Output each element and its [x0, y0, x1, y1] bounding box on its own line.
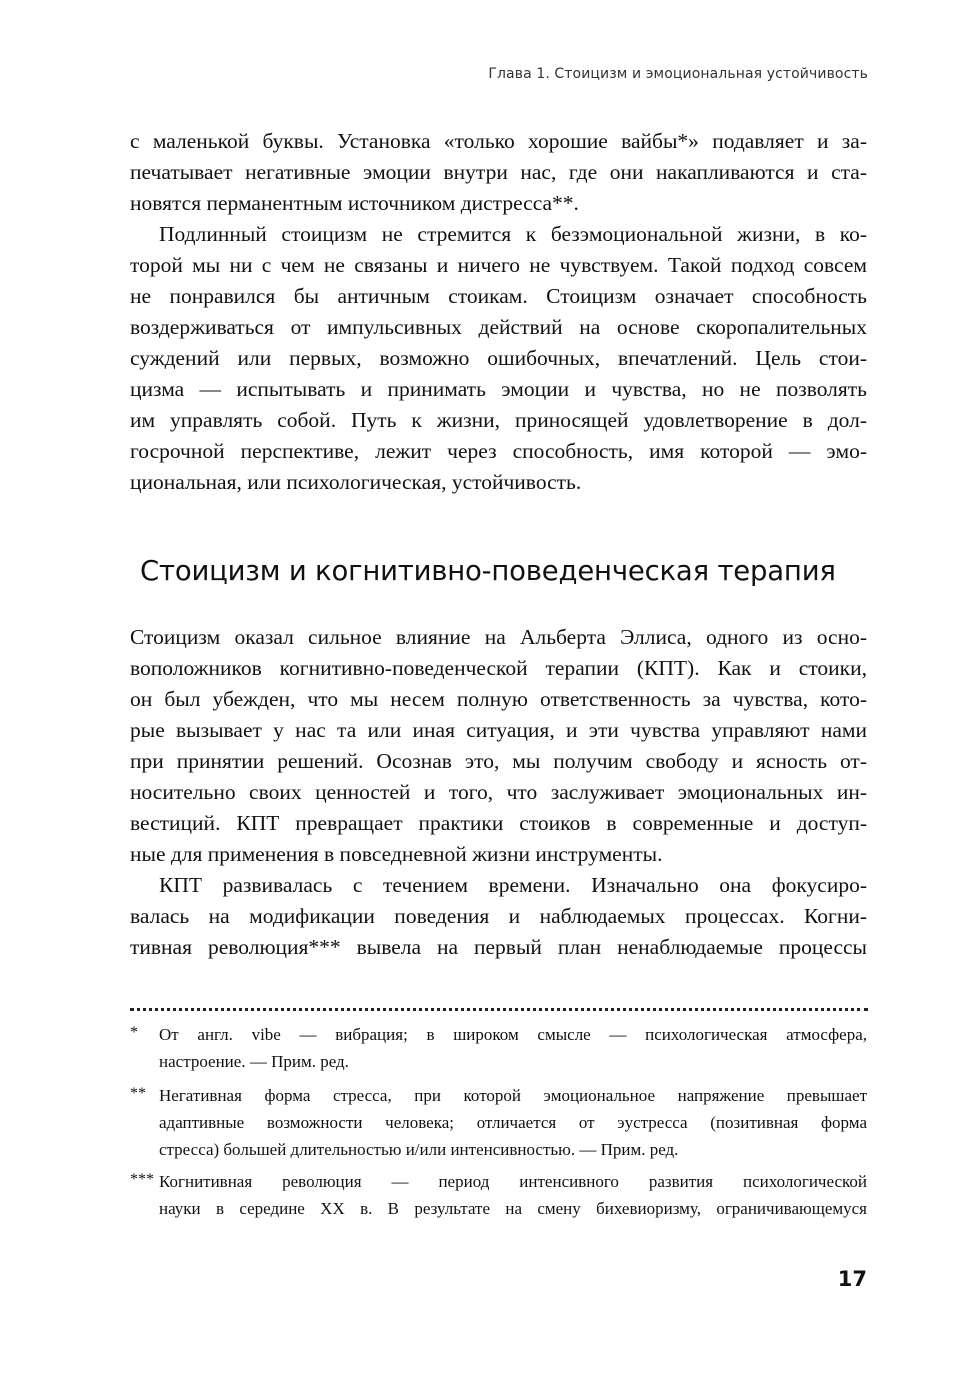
body-line: валась на модификации поведения и наблюдаемых процессах. Когни-: [130, 904, 867, 928]
body-line: при принятии решений. Осознав это, мы получим свободу и ясность от-: [130, 749, 867, 773]
footnote-line: Когнитивная революция — период интенсивного развития психологической: [159, 1172, 867, 1191]
body-line: ные для применения в повседневной жизни инструменты.: [130, 842, 663, 866]
body-line: он был убежден, что мы несем полную ответственность за чувства, кото-: [130, 687, 867, 711]
body-line: печатывает негативные эмоции внутри нас, где они накапливаются и ста-: [130, 160, 867, 184]
page-number: 17: [837, 1267, 867, 1291]
body-line: госрочной перспективе, лежит через способность, имя которой — эмо-: [130, 439, 867, 463]
footnote-separator: [130, 1008, 868, 1011]
body-line: Подлинный стоицизм не стремится к безэмоциональной жизни, в ко-: [159, 222, 867, 246]
footnote-line: науки в середине XX в. В результате на смену бихевиоризму, ограничивающемуся: [159, 1199, 867, 1218]
footnote-line: стресса) большей длительностью и/или интенсивностью. — Прим. ред.: [159, 1140, 679, 1159]
footnote-mark: **: [130, 1085, 146, 1102]
footnote-line: адаптивные возможности человека; отличается от эустресса (позитивная форма: [159, 1113, 867, 1132]
footnote-line: От англ. vibe — вибрация; в широком смысле — психологическая атмосфера,: [159, 1025, 867, 1044]
body-line: цизма — испытывать и принимать эмоции и чувства, но не позволять: [130, 377, 867, 401]
body-line: суждений или первых, возможно ошибочных, впечатлений. Цель стои-: [130, 346, 867, 370]
body-line: торой мы ни с чем не связаны и ничего не чувствуем. Такой подход совсем: [130, 253, 867, 277]
body-line: вестиций. КПТ превращает практики стоиков в современные и доступ-: [130, 811, 867, 835]
section-heading: Стоицизм и когнитивно-поведенческая терапия: [140, 555, 836, 587]
body-line: тивная революция*** вывела на первый план ненаблюдаемые процессы: [130, 935, 867, 959]
body-line: не понравился бы античным стоикам. Стоицизм означает способность: [130, 284, 867, 308]
body-line: с маленькой буквы. Установка «только хорошие вайбы*» подавляет и за-: [130, 129, 867, 153]
body-line: воздерживаться от импульсивных действий на основе скоропалительных: [130, 315, 867, 339]
footnote-mark: *: [130, 1024, 138, 1041]
body-line: Стоицизм оказал сильное влияние на Альберта Эллиса, одного из осно-: [130, 625, 867, 649]
body-line: циональная, или психологическая, устойчивость.: [130, 470, 582, 494]
body-line: им управлять собой. Путь к жизни, приносящей удовлетворение в дол-: [130, 408, 867, 432]
body-line: КПТ развивалась с течением времени. Изначально она фокусиро-: [159, 873, 867, 897]
footnote-line: настроение. — Прим. ред.: [159, 1052, 349, 1071]
footnote-line: Негативная форма стресса, при которой эмоциональное напряжение превышает: [159, 1086, 867, 1105]
body-line: воположников когнитивно-поведенческой терапии (КПТ). Как и стоики,: [130, 656, 867, 680]
body-line: рые вызывает у нас та или иная ситуация, и эти чувства управляют нами: [130, 718, 867, 742]
running-header: Глава 1. Стоицизм и эмоциональная устойчивость: [488, 66, 868, 82]
body-line: новятся перманентным источником дистресса**.: [130, 191, 579, 215]
body-line: носительно своих ценностей и того, что заслуживает эмоциональных ин-: [130, 780, 867, 804]
footnote-mark: ***: [130, 1171, 154, 1188]
